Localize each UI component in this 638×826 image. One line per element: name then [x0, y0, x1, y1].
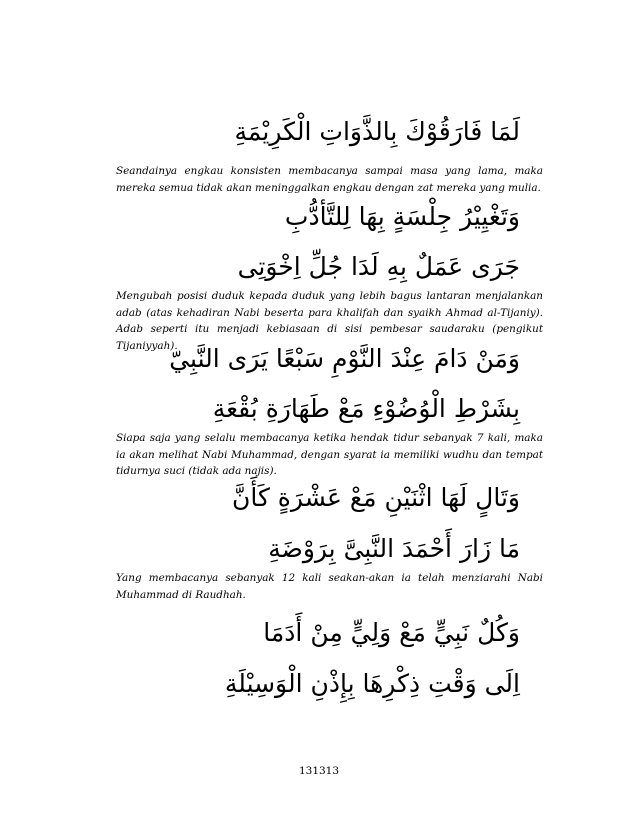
arabic-verse-line: لَمَا فَارَقُوْكَ بِالذَّوَاتِ الْكَرِيْمَةِ — [234, 117, 520, 146]
arabic-verse-line: وَمَنْ دَامَ عِنْدَ النَّوْمِ سَبْعًا يَرَى النَّبِيّ — [169, 344, 520, 373]
arabic-verse-line: وَكُلٌ نَبِيٍّ مَعْ وَلِيٍّ مِنْ أَدَمَا — [263, 618, 520, 647]
translation-paragraph: Seandainya engkau konsisten membacanya sampai masa yang lama, maka mereka semua tidak akan meninggalkan engkau dengan zat mereka yang mulia. — [116, 165, 543, 194]
arabic-verse-line: مَا زَارَ أَحْمَدَ النَّبِىَّ بِرَوْضَةِ — [268, 534, 520, 563]
arabic-verse-line: بِشَرْطِ الْوُضُوْءِ مَعْ طَهَارَةِ بُقْعَةِ — [212, 394, 520, 423]
translation-paragraph: Mengubah posisi duduk kepada duduk yang lebih bagus lantaran menjalankan adab (atas kehadiran Nabi beserta para khalifah dan syaikh Ahmad al-Tijaniy). Adab seperti itu menjadi kebiasaan di sisi pembesar saudaraku (pengikut Tijaniyyah). — [116, 290, 543, 352]
arabic-verse-line: اِلَى وَقْتِ ذِكْرِهَا بِإِذْنِ الْوَسِيْلَةِ — [224, 669, 520, 698]
arabic-verse-line: جَرَى عَمَلٌ بِهِ لَدَا جُلِّ اِخْوَتِى — [237, 252, 520, 281]
page-number: 131313 — [298, 765, 340, 777]
arabic-verse-line: وَتَالٍ لَهَا اثْنَيْنِ مَعْ عَشْرَةٍ كَأَنَّ — [231, 483, 520, 512]
translation-paragraph: Siapa saja yang selalu membacanya ketika hendak tidur sebanyak 7 kali, maka ia akan melihat Nabi Muhammad, dengan syarat ia memiliki wudhu dan tempat tidurnya suci (tidak ada najis). — [116, 432, 543, 477]
arabic-verse-line: وَتَغْيِيْرُ جِلْسَةٍ بِهَا لِلتَّأدُّبِ — [284, 202, 520, 231]
translation-paragraph: Yang membacanya sebanyak 12 kali seakan-akan ia telah menziarahi Nabi Muhammad di Raudhah. — [116, 572, 543, 601]
